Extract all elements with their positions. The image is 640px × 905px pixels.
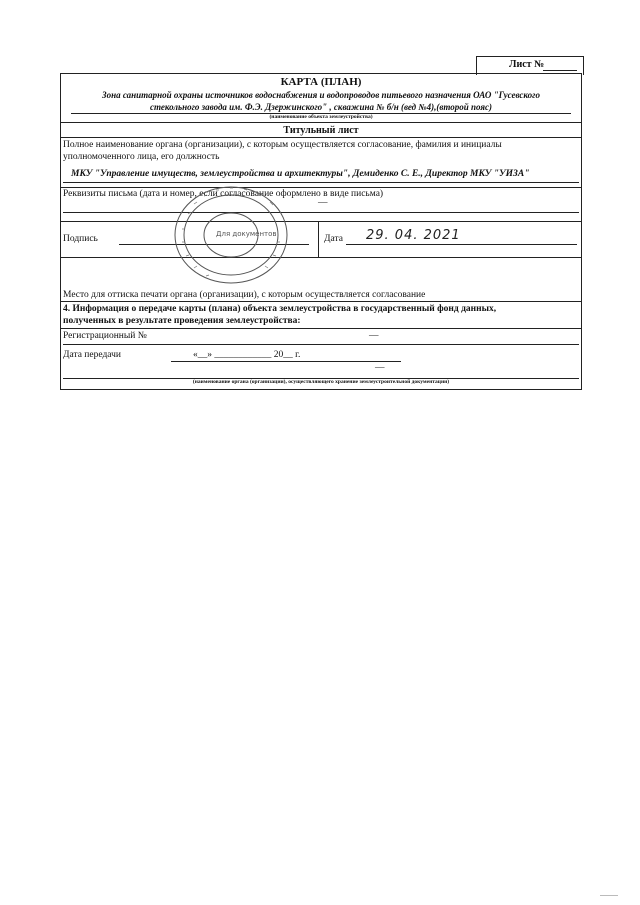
approval-date-value: 29. 04. 2021	[366, 228, 461, 243]
official-stamp-seal	[172, 184, 290, 286]
approval-underline	[63, 182, 579, 183]
divider	[61, 122, 581, 123]
divider	[61, 328, 581, 329]
document-frame	[60, 73, 582, 390]
transfer-title-line1: 4. Информация о передаче карты (плана) объекта землеустройства в государственный фонд данных,	[63, 304, 497, 314]
letter-label: Реквизиты письма (дата и номер, если согласование оформлено в виде письма)	[63, 189, 384, 199]
registration-line	[63, 344, 579, 345]
object-name-line1: Зона санитарной охраны источников водоснабжения и водопроводов питьевого назначения ОАО "Гусевского	[102, 90, 540, 100]
section-title: Титульный лист	[283, 125, 359, 136]
transfer-date-label: Дата передачи	[63, 350, 121, 360]
transfer-date-line	[171, 361, 401, 362]
stamp-caption: Место для оттиска печати органа (организации), с которым осуществляется согласование	[63, 290, 426, 300]
registration-value: —	[369, 331, 379, 341]
signature-label: Подпись	[63, 234, 98, 244]
signature-date-divider	[318, 221, 319, 257]
object-caption: (наименование объекта землеустройства)	[269, 114, 373, 120]
letter-underline	[63, 212, 579, 213]
organization-caption: (наименование органа (организации), осуществляющего хранение землеустроительной документации)	[192, 379, 450, 385]
divider	[61, 137, 581, 138]
approval-label-line1: Полное наименование органа (организации), с которым осуществляется согласование, фамилия и инициалы	[63, 140, 502, 150]
registration-label: Регистрационный №	[63, 331, 147, 341]
sheet-number-label: Лист №	[509, 59, 545, 70]
letter-value: —	[318, 198, 328, 208]
date-line	[346, 244, 577, 245]
date-label: Дата	[324, 234, 343, 244]
transfer-title-line2: полученных в результате проведения землеустройства:	[63, 316, 301, 326]
stamp-text: Для документов	[216, 230, 277, 238]
divider	[61, 221, 581, 222]
object-name-line2: стекольного завода им. Ф.Э. Дзержинского" , скважина № б/н (вед №4),(второй пояс)	[150, 102, 492, 112]
transfer-date-value: —	[375, 363, 385, 373]
divider	[61, 257, 581, 258]
divider	[61, 187, 581, 188]
approval-org-value: МКУ "Управление имуществ, землеустройства и архитектуры", Демиденко С. Е., Директор МКУ "УИЗА"	[71, 169, 530, 179]
sheet-number-line	[543, 70, 577, 71]
transfer-date-template: «__» ____________ 20__ г.	[193, 350, 301, 360]
approval-label-line2: уполномоченного лица, его должность	[63, 152, 220, 162]
page-mark	[600, 895, 618, 896]
document-title: КАРТА (ПЛАН)	[280, 76, 362, 88]
divider	[61, 301, 581, 302]
